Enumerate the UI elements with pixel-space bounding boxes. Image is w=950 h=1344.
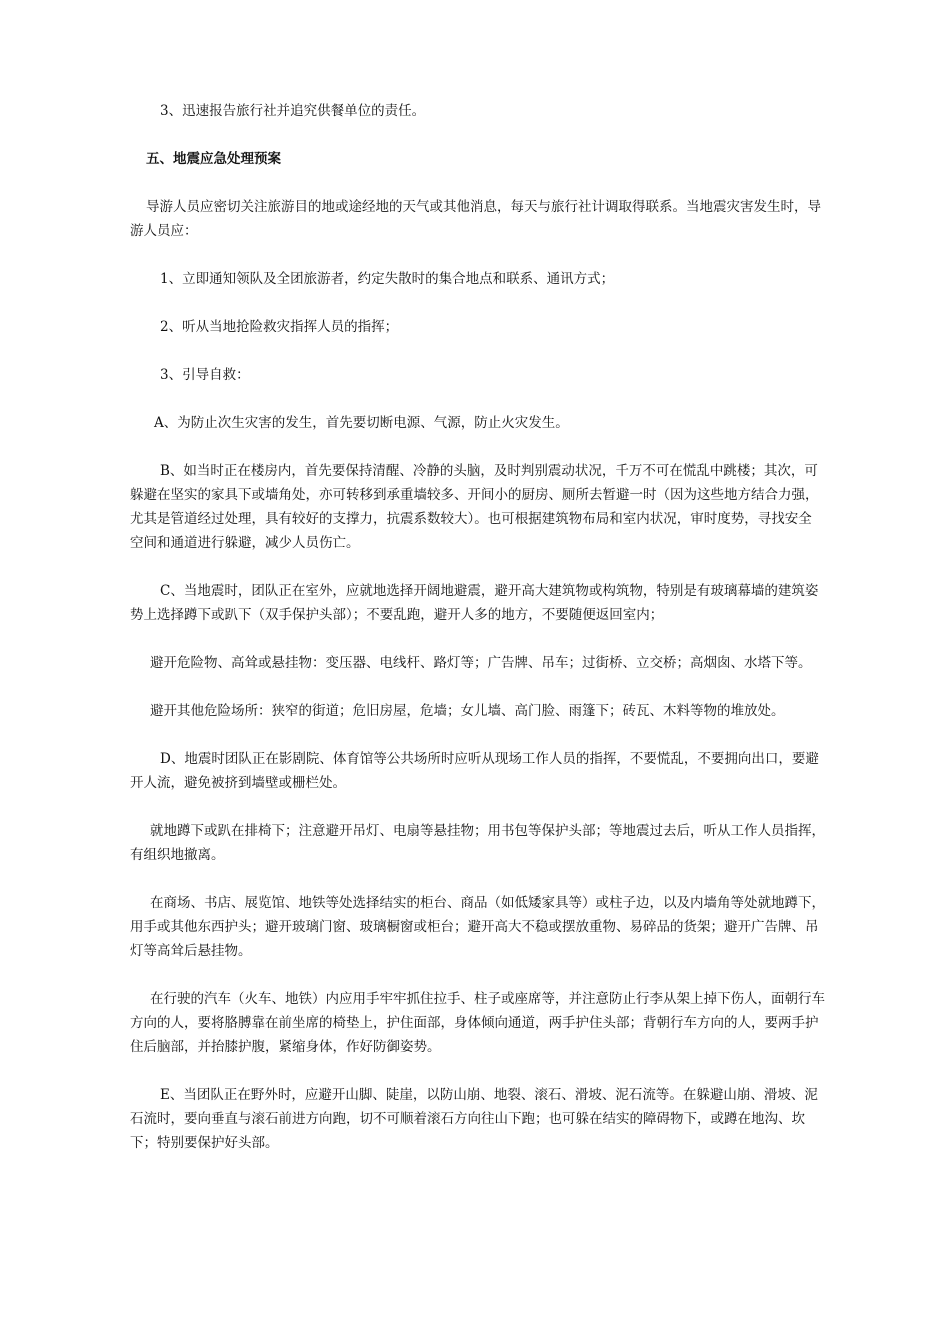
paragraph-avoid-places: 避开其他危险场所：狭窄的街道；危旧房屋，危墙；女儿墙、高门脸、雨篷下；砖瓦、木料等物的堆放处。 — [150, 703, 785, 719]
section-heading-earthquake: 五、地震应急处理预案 — [146, 151, 281, 167]
paragraph-item-3-report: 3、迅速报告旅行社并追究供餐单位的责任。 — [160, 103, 426, 119]
paragraph-item-c: C、当地震时，团队正在室外，应就地选择开阔地避震，避开高大建筑物或构筑物，特别是有玻璃幕墙的建筑姿势上选择蹲下或趴下（双手保护头部）；不要乱跑，避开人多的地方，不要随便返回室内； — [130, 583, 819, 623]
paragraph-item-b: B、如当时正在楼房内，首先要保持清醒、冷静的头脑，及时判别震动状况，千万不可在慌乱中跳楼；其次，可躲避在坚实的家具下或墙角处，亦可转移到承重墙较多、开间小的厨房、厕所去暂避一时（因为这些地方结合力强，尤其是管道经过处理，具有较好的支撑力，抗震系数较大）。也可根据建筑物布局和室内状况，审时度势，寻找安全空间和通道进行躲避，减少人员伤亡。 — [130, 463, 819, 551]
paragraph-item-e: E、当团队正在野外时，应避开山脚、陡崖，以防山崩、地裂、滚石、滑坡、泥石流等。在躲避山崩、滑坡、泥石流时，要向垂直与滚石前进方向跑，切不可顺着滚石方向往山下跑；也可躲在结实的障碍物下，或蹲在地沟、坎下；特别要保护好头部。 — [130, 1087, 818, 1151]
paragraph-mall: 在商场、书店、展览馆、地铁等处选择结实的柜台、商品（如低矮家具等）或柱子边，以及内墙角等处就地蹲下，用手或其他东西护头；避开玻璃门窗、玻璃橱窗或柜台；避开高大不稳或摆放重物、易碎品的货架；避开广告牌、吊灯等高耸后悬挂物。 — [130, 895, 825, 959]
paragraph-item-d: D、地震时团队正在影剧院、体育馆等公共场所时应听从现场工作人员的指挥，不要慌乱，不要拥向出口，要避开人流，避免被挤到墙壁或栅栏处。 — [130, 751, 819, 791]
paragraph-crouch: 就地蹲下或趴在排椅下；注意避开吊灯、电扇等悬挂物；用书包等保护头部；等地震过去后，听从工作人员指挥，有组织地撤离。 — [130, 823, 825, 863]
paragraph-vehicle: 在行驶的汽车（火车、地铁）内应用手牢牢抓住拉手、柱子或座席等，并注意防止行李从架上掉下伤人，面朝行车方向的人，要将胳膊靠在前坐席的椅垫上，护住面部，身体倾向通道，两手护住头部；背朝行车方向的人，要两手护住后脑部，并抬膝护腹，紧缩身体，作好防御姿势。 — [130, 991, 825, 1055]
paragraph-item-a: A、为防止次生灾害的发生，首先要切断电源、气源，防止火灾发生。 — [154, 415, 569, 431]
paragraph-item-3-self-rescue: 3、引导自救： — [160, 367, 250, 383]
paragraph-avoid-hazards: 避开危险物、高耸或悬挂物：变压器、电线杆、路灯等；广告牌、吊车；过街桥、立交桥；高烟囱、水塔下等。 — [150, 655, 812, 671]
paragraph-item-1: 1、立即通知领队及全团旅游者，约定失散时的集合地点和联系、通讯方式； — [160, 271, 615, 287]
paragraph-intro: 导游人员应密切关注旅游目的地或途经地的天气或其他消息，每天与旅行社计调取得联系。当地震灾害发生时，导游人员应： — [130, 199, 821, 239]
paragraph-item-2: 2、听从当地抢险救灾指挥人员的指挥； — [160, 319, 399, 335]
